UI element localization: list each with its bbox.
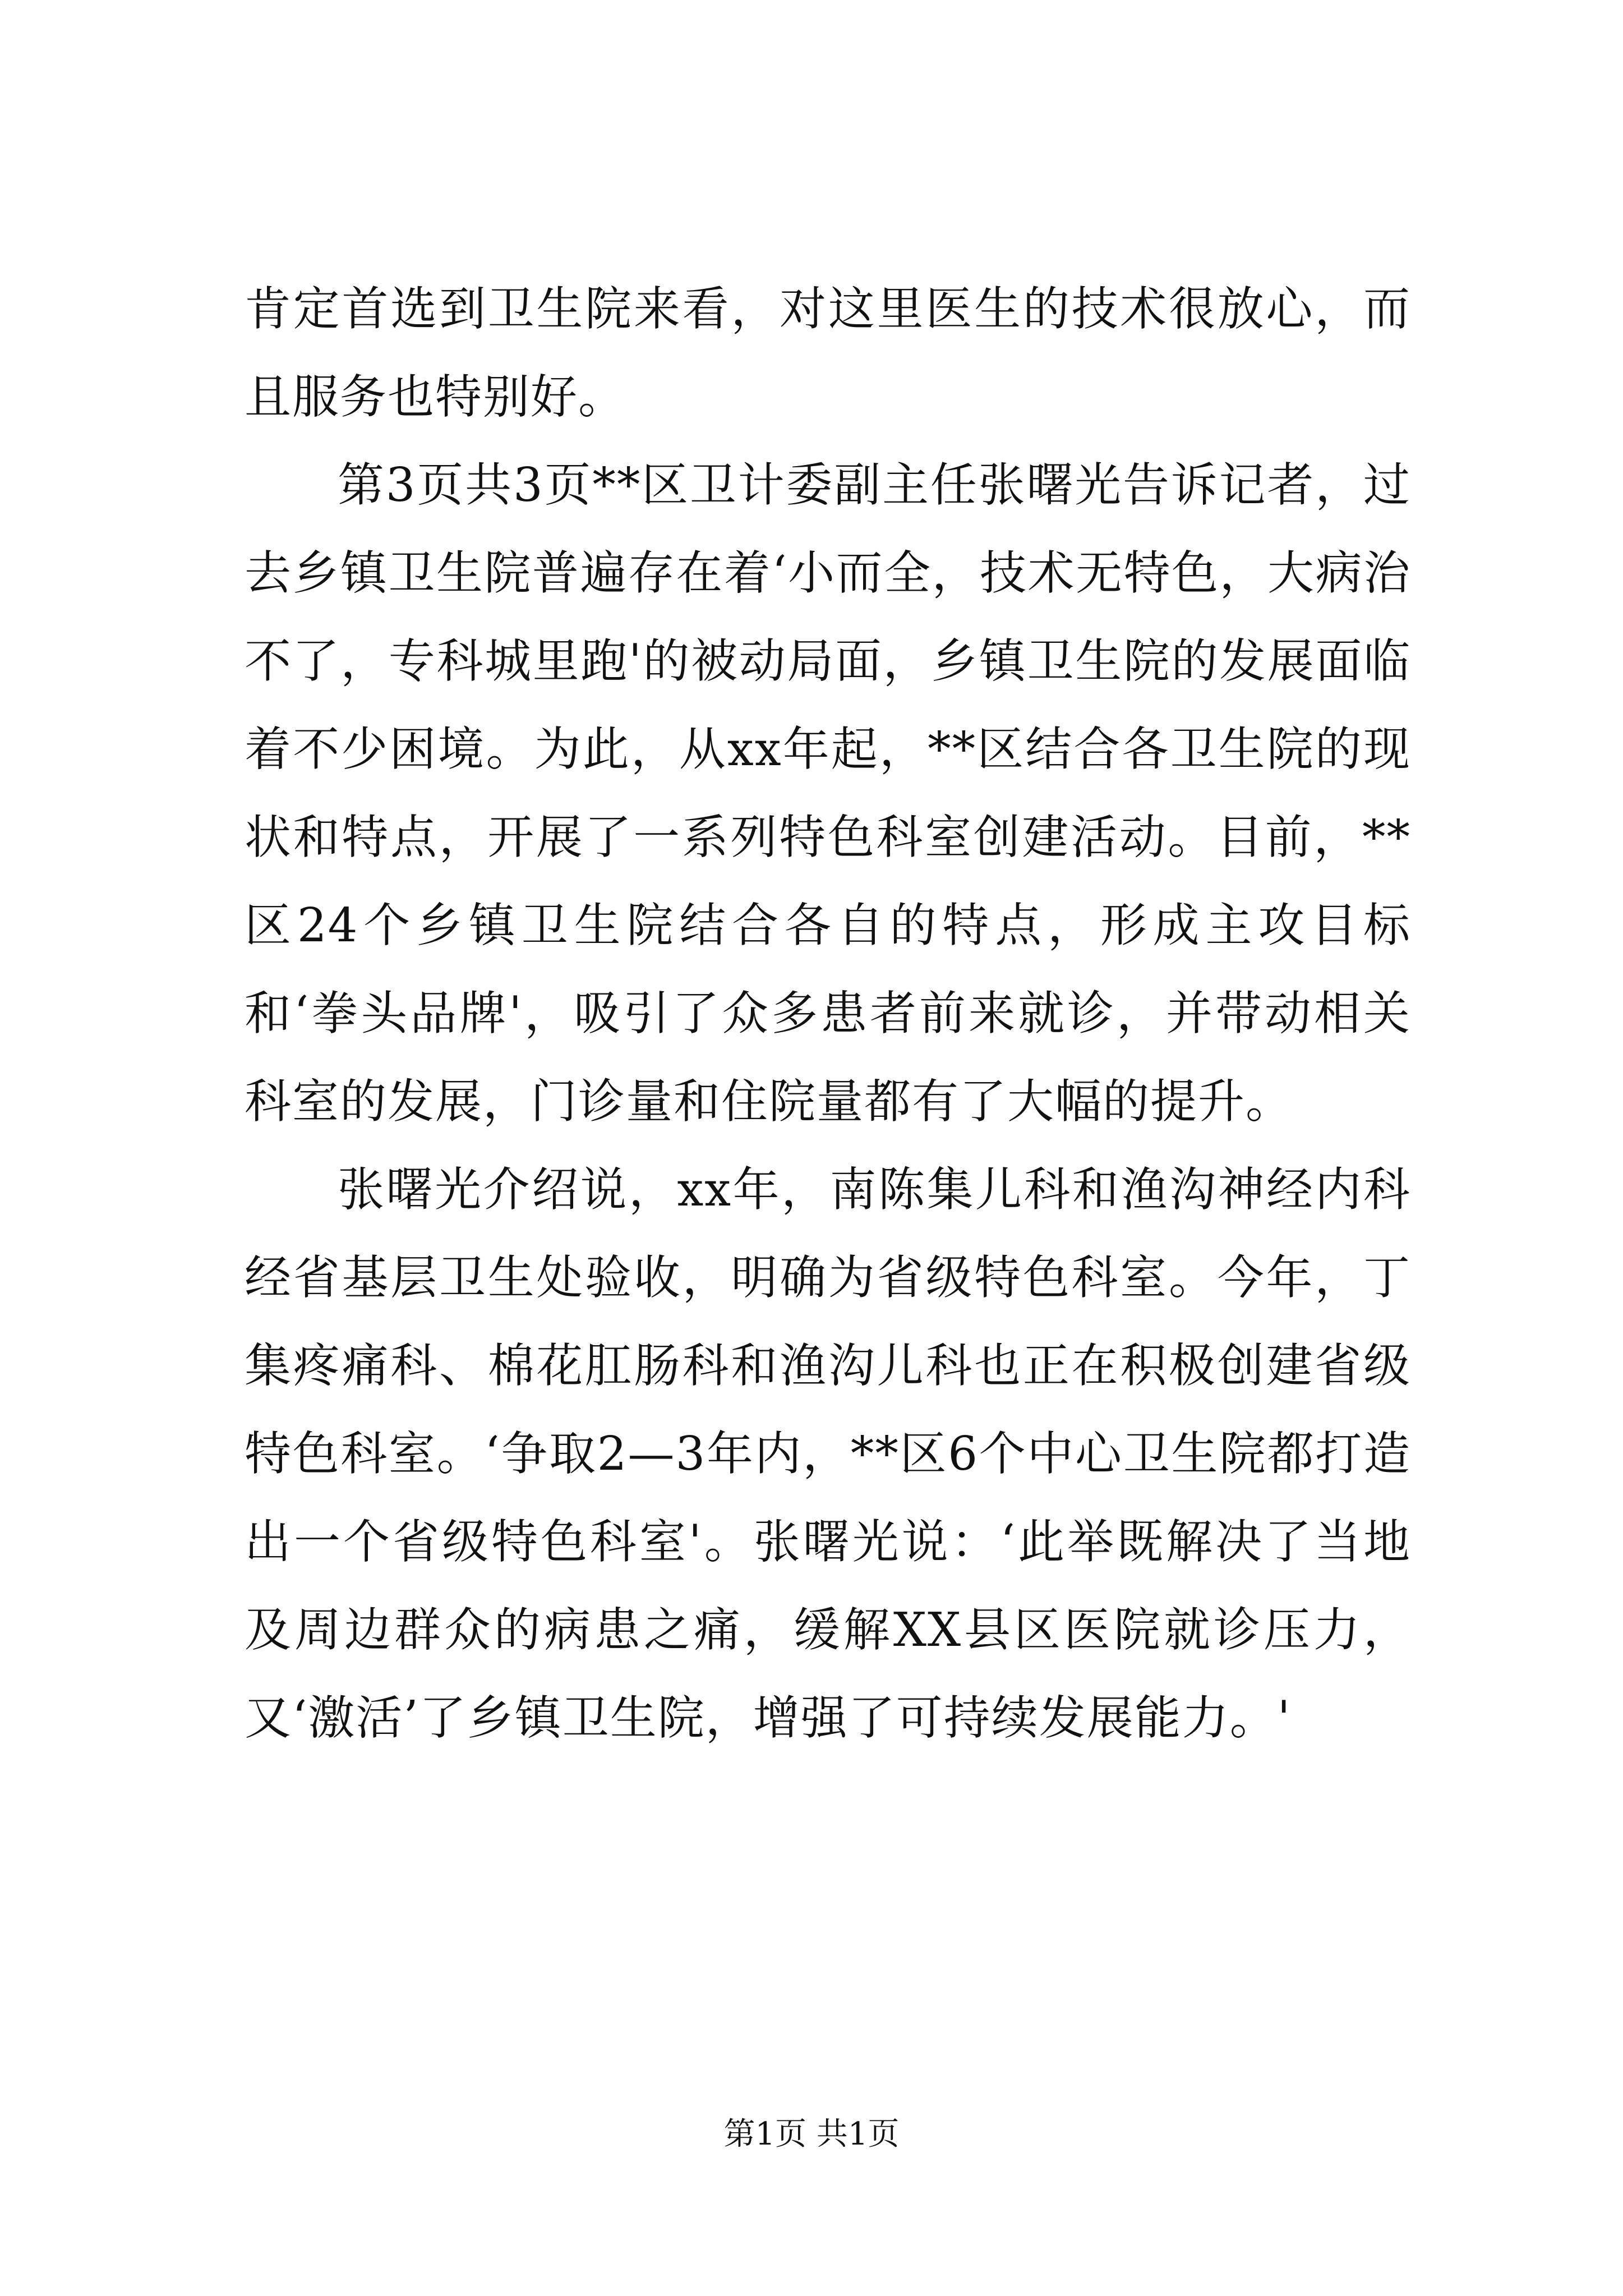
paragraph-district-health-committee: 第3页共3页**区卫计委副主任张曙光告诉记者，过去乡镇卫生院普遍存在着‘小而全，技术无特色，大病治不了，专科城里跑'的被动局面，乡镇卫生院的发展面临着不少困境。为此，从xx年起，**区结合各卫生院的现状和特点，开展了一系列特色科室创建活动。目前，**区24个乡镇卫生院结合各自的特点，形成主攻目标和‘拳头品牌'，吸引了众多患者前来就诊，并带动相关科室的发展，门诊量和住院量都有了大幅的提升。 — [245, 458, 1411, 1129]
page-footer: 第1页 共1页 — [723, 2116, 900, 2152]
paragraph-specialty-departments: 张曙光介绍说，xx年，南陈集儿科和渔沟神经内科经省基层卫生处验收，明确为省级特色科室。今年，丁集疼痛科、棉花肛肠科和渔沟儿科也正在积极创建省级特色科室。‘争取2—3年内，**区6个中心卫生院都打造出一个省级特色科室'。张曙光说：‘此举既解决了当地及周边群众的病患之痛，缓解XX县区医院就诊压力，又‘激活’了乡镇卫生院，增强了可持续发展能力。' — [245, 1162, 1411, 1745]
document-body — [245, 265, 1411, 1762]
paragraph-continuation: 肯定首选到卫生院来看，对这里医生的技术很放心，而且服务也特别好。 — [245, 282, 1411, 424]
